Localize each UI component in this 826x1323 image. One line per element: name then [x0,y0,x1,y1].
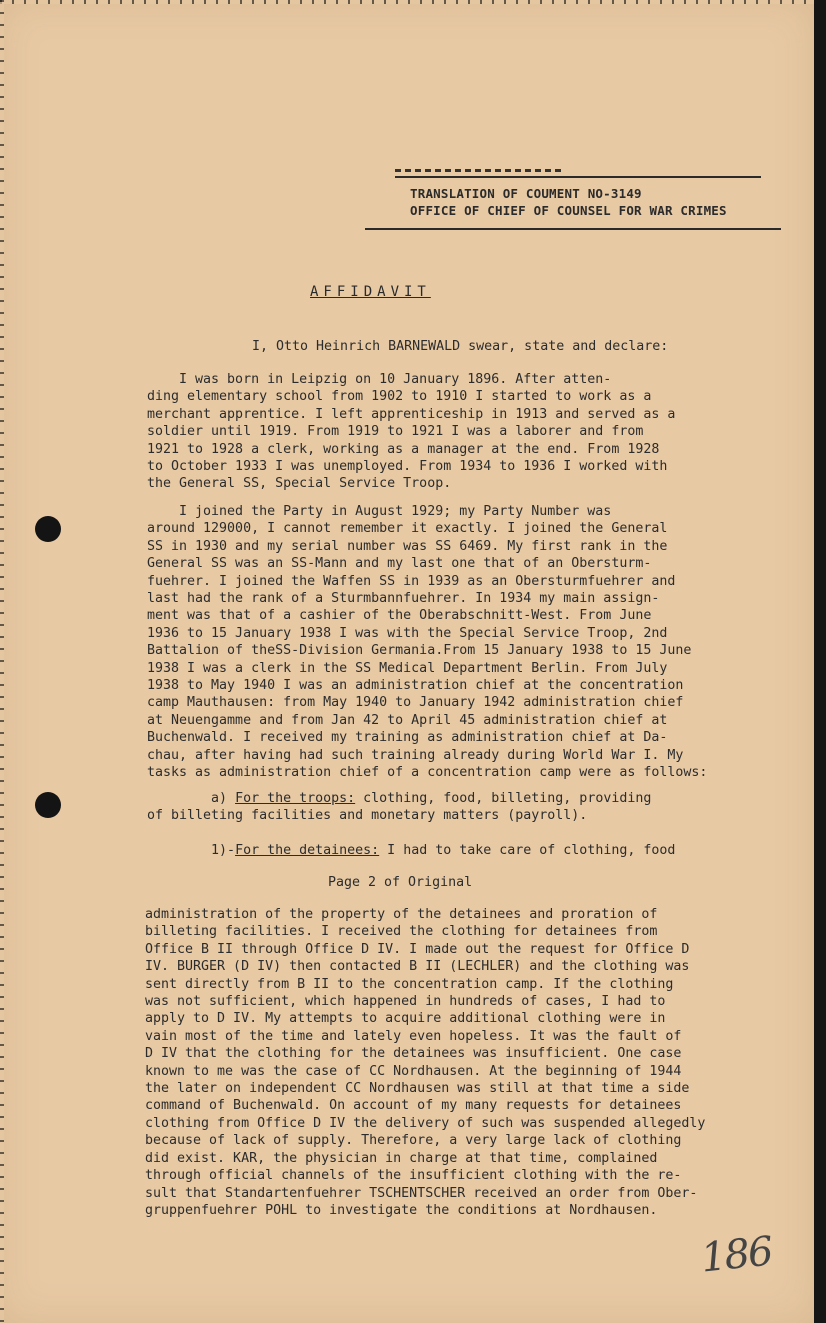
punch-hole-lower [35,792,61,818]
task-item-troops [147,790,651,825]
paragraph-party-career: I joined the Party in August 1929; my Party Number was around 129000, I cannot remember it exactly. I joined the General SS in 1930 and my serial number was SS 6469. My first rank in the General SS was an SS-Mann and my last one that of an Obersturm- fuehrer. I joined the Waffen SS in 1939 as an Obersturmfuehrer and last had the rank of a Sturmbannfuehrer. In 1934 my main assign- ment was that of a cashier of the Oberabschnitt-West. From June 1936 to 15 January 1938 I was with the Special Service Troop, 2nd Battalion of theSS-Division Germania.From 15 January 1938 to 15 June 1938 I was a clerk in the SS Medical Department Berlin. From July 1938 to May 1940 I was an administration chief at the concentration camp Mauthausen: from May 1940 to January 1942 administration chief at Neuengamme and from Jan 42 to April 45 administration chief at Buchenwald. I received my training as administration chief at Da- chau, after having had such training already during World War I. My tasks as administration chief of a concentration camp were as follows: [147,504,708,781]
task-item-troops-label: For the troops: [235,791,356,806]
scan-ruler-top [0,0,814,4]
scan-border-right [814,0,826,1323]
punch-hole-upper [35,516,61,542]
header-document-number: TRANSLATION OF COUMENT NO-3149 [410,186,642,201]
paragraph-clothing-supply: administration of the property of the detainees and proration of billeting facilities. I received the clothing for detainees from Office B II through Office D IV. I made out the request for Office D IV. BURGER (D IV) then contacted B II (LECHLER) and the clothing was sent directly from B II to the concentration camp. If the clothing was not sufficient, which happened in hundreds of cases, I had to apply to D IV. My attempts to acquire additional clothing were in vain most of the time and lately even hopeless. It was the fault of D IV that the clothing for the detainees was insufficient. One case known to me was the case of CC Nordhausen. At the beginning of 1944 the later on independent CC Nordhausen was still at that time a side command of Buchenwald. On account of my many requests for detainees clothing from Office D IV the delivery of such was suspended allegedly because of lack of supply. Therefore, a very large lack of clothing did exist. KAR, the physician in charge at that time, complained through official channels of the insufficient clothing with the re- sult that Standartenfuehrer TSCHENTSCHER received an order from Ober- gruppenfuehrer POHL to investigate the conditions at Nordhausen. [145,907,706,1218]
task-item-troops-text: clothing, food, billeting, providing of billeting facilities and monetary matters (payroll). [147,791,652,824]
handwritten-folio-number: 186 [698,1228,774,1282]
paragraph-biography: I was born in Leipzig on 10 January 1896. After atten- ding elementary school from 1902 to 1910 I started to work as a merchant apprentice. I left apprenticeship in 1913 and served as a soldier until 1919. From 1919 to 1921 I was a laborer and from 1921 to 1928 a clerk, working as a manager at the end. From 1928 to October 1933 I was unemployed. From 1934 to 1936 I worked with the General SS, Special Service Troop. [147,372,676,492]
intro-statement: I, Otto Heinrich BARNEWALD swear, state and declare: [252,339,669,354]
original-page-marker: Page 2 of Original [328,875,473,890]
header-strikeout-mark [395,169,565,172]
scan-ruler-left [0,0,4,1323]
task-item-troops-prefix: a) [147,791,236,806]
task-item-detainees [147,842,675,859]
header-rule-top [395,176,761,178]
page-title: AFFIDAVIT [310,284,431,300]
task-item-detainees-prefix: 1)- [147,843,236,858]
header-rule-bottom [365,228,781,230]
task-item-detainees-text: I had to take care of clothing, food [379,843,676,858]
header-office: OFFICE OF CHIEF OF COUNSEL FOR WAR CRIMES [410,203,727,218]
task-item-detainees-label: For the detainees: [235,843,380,858]
